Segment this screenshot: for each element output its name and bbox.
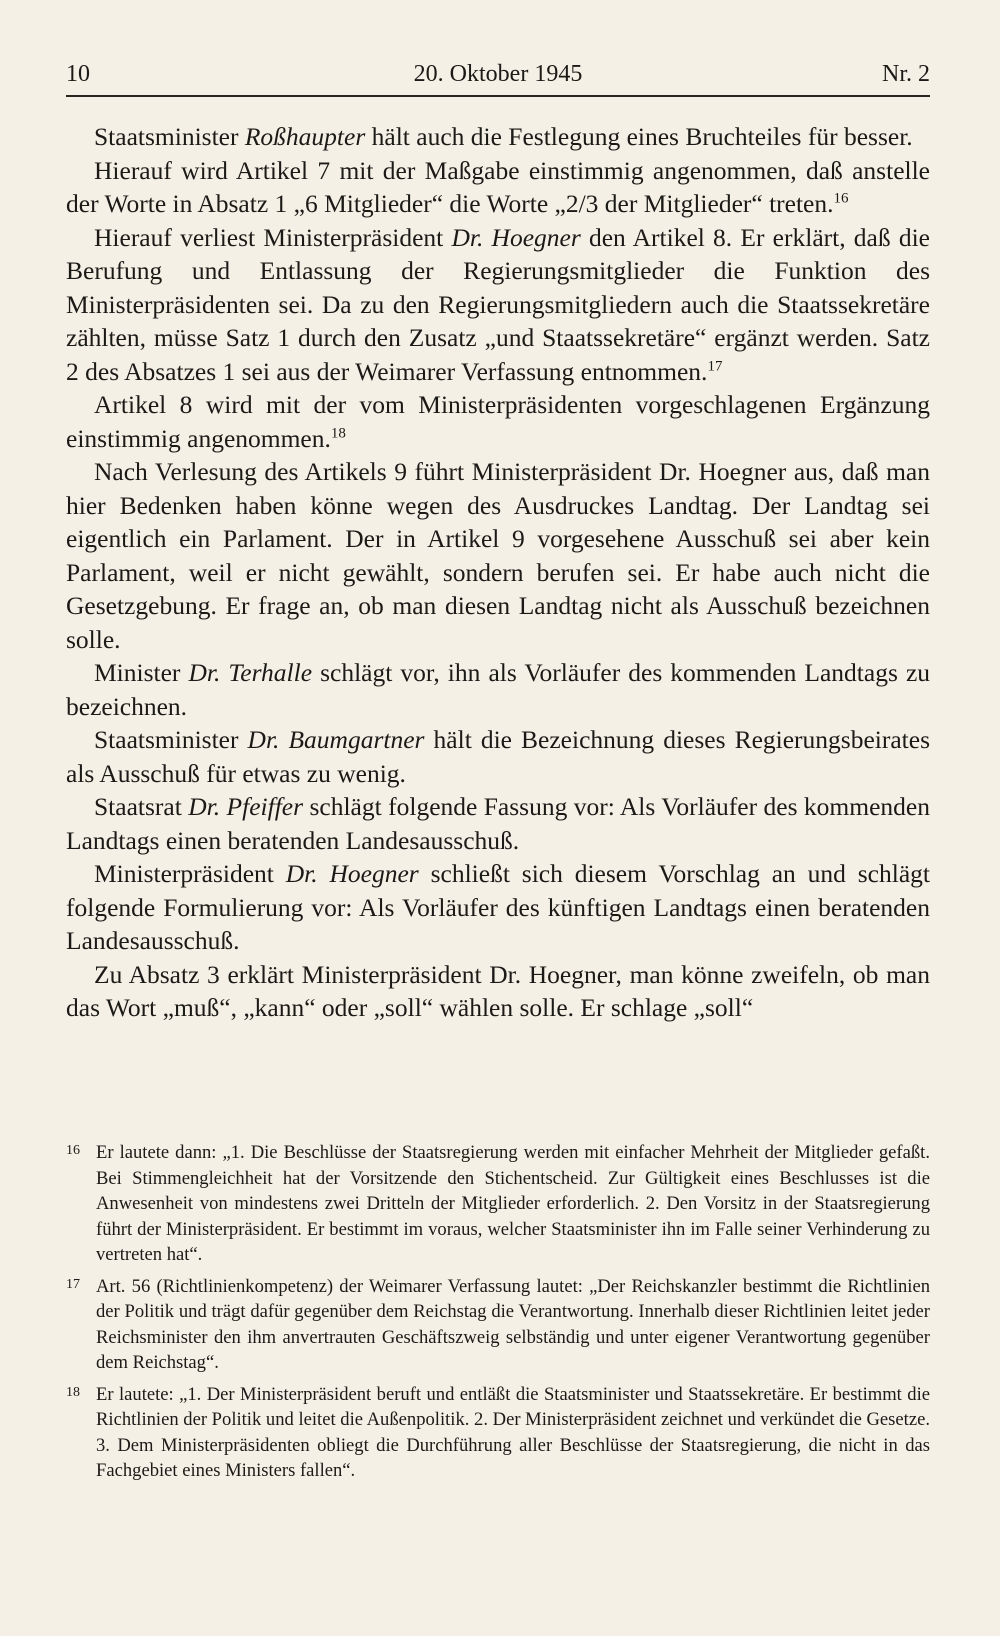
- text-run: Hierauf verliest Ministerpräsident: [94, 222, 452, 252]
- paragraph: [66, 388, 930, 455]
- paragraph: [66, 221, 930, 389]
- footnote-text: Er lautete: „1. Der Ministerpräsident beruft und entläßt die Staatsminister und Staatssekretäre. Er bestimmt die Richtlinien der Politik und leitet die Außenpolitik. 2. Der Ministerpräsident zeichnet und verkündet die Gesetze. 3. Dem Ministerpräsidenten obliegt die Durchführung aller Beschlüsse der Staatsregierung, die nicht in das Fachgebiet eines Ministers fallen“.: [96, 1383, 930, 1481]
- footnote: [66, 1274, 930, 1376]
- footnote-ref: 17: [707, 358, 723, 374]
- footnote-ref: 16: [833, 190, 849, 207]
- person-name: Dr. Baumgartner: [247, 725, 425, 754]
- person-name: Dr. Hoegner: [285, 859, 419, 888]
- page-number: 10: [66, 61, 90, 87]
- footnote: [66, 1382, 930, 1484]
- text-run: Hierauf wird Artikel 7 mit der Maßgabe einstimmig angenommen, daß anstelle der Worte in Absatz 1 „6 Mitglieder“ die Worte „2/3 der Mitglieder“ treten.: [66, 155, 930, 218]
- person-name: Dr. Hoegner: [451, 222, 581, 252]
- footnote-text: Art. 56 (Richtlinienkompetenz) der Weimarer Verfassung lautet: „Der Reichskanzler bestimmt die Richtlinien der Politik und trägt dafür gegenüber dem Reichstag die Verantwortung. Innerhalb dieser Richtlinien leitet jeder Reichsminister den ihm anvertrauten Geschäftszweig selbständig und unter eigener Verantwortung gegenüber dem Reichstag“.: [96, 1275, 930, 1373]
- text-run: Ministerpräsident: [94, 859, 286, 888]
- paragraph: [66, 723, 930, 790]
- text-run: schließt sich diesem Vorschlag an und schlägt folgende Formulierung vor: Als Vorläufer des künftigen Landtags einen beratenden Landesausschuß.: [66, 859, 930, 955]
- issue-number: Nr. 2: [882, 61, 930, 87]
- text-run: Artikel 8 wird mit der vom Ministerpräsidenten vorgeschlagenen Ergänzung einstimmig angenommen.: [66, 390, 930, 453]
- text-run: hält die Bezeichnung dieses Regierungsbeirates als Ausschuß für etwas zu wenig.: [66, 725, 930, 788]
- footnotes: [66, 1140, 930, 1490]
- paragraph: [66, 857, 930, 958]
- footnote-text: Er lautete dann: „1. Die Beschlüsse der Staatsregierung werden mit einfacher Mehrheit der Mitglieder gefaßt. Bei Stimmengleichheit hat der Vorsitzende den Stichentscheid. Zur Gültigkeit eines Beschlusses ist die Anwesenheit von mindestens zwei Dritteln der Mitglieder erforderlich. 2. Den Vorsitz in der Staatsregierung führt der Ministerpräsident. Er bestimmt im voraus, welcher Staatsminister ihn im Falle seiner Verhinderung zu vertreten hat“.: [96, 1142, 930, 1265]
- text-run: schlägt folgende Fassung vor: Als Vorläufer des kommenden Landtags einen beratenden Landesausschuß.: [66, 792, 930, 855]
- paragraph: [66, 790, 930, 857]
- paragraph: [66, 120, 930, 154]
- text-run: schlägt vor, ihn als Vorläufer des kommenden Landtags zu bezeichnen.: [66, 658, 931, 721]
- running-header: [66, 55, 930, 97]
- person-name: Roßhaupter: [244, 122, 366, 151]
- text-run: hält auch die Festlegung eines Bruchteiles für besser.: [365, 122, 913, 151]
- person-name: Dr. Terhalle: [188, 658, 313, 687]
- footnote-number: 18: [66, 1384, 80, 1400]
- paragraph: [66, 455, 930, 656]
- paragraph: [66, 656, 930, 723]
- footnote-ref: 18: [330, 425, 346, 441]
- footnote-number: 17: [66, 1276, 80, 1292]
- footnote: [66, 1140, 930, 1268]
- text-run: Staatsrat: [94, 792, 189, 821]
- text-run: den Artikel 8. Er erklärt, daß die Berufung und Entlassung der Regierungsmitglieder die Funktion des Ministerpräsidenten sei. Da zu den Regierungsmitgliedern auch die Staatssekretäre zählten, müsse Satz 1 durch den Zusatz „und Staatssekretäre“ ergänzt werden. Satz 2 des Absatzes 1 sei aus der Weimarer Verfassung entnommen.: [66, 222, 930, 386]
- person-name: Dr. Pfeiffer: [188, 792, 304, 821]
- text-run: Zu Absatz 3 erklärt Ministerpräsident Dr. Hoegner, man könne zweifeln, ob man das Wort „muß“, „kann“ oder „soll“ wählen solle. Er schlage „soll“: [66, 959, 930, 1022]
- footnote-number: 16: [66, 1143, 80, 1158]
- header-date: 20. Oktober 1945: [413, 61, 583, 87]
- paragraph: [66, 958, 930, 1025]
- text-run: Staatsminister: [94, 122, 245, 151]
- text-run: Nach Verlesung des Artikels 9 führt Ministerpräsident Dr. Hoegner aus, daß man hier Bedenken haben könne wegen des Ausdruckes Landtag. Der Landtag sei eigentlich ein Parlament. Der in Artikel 9 vorgesehene Ausschuß sei aber kein Parlament, weil er nicht gewählt, sondern berufen sei. Er habe auch nicht die Gesetzgebung. Er frage an, ob man diesen Landtag nicht als Ausschuß bezeichnen solle.: [66, 457, 930, 654]
- text-run: Staatsminister: [94, 725, 248, 754]
- body-text: [66, 120, 930, 1025]
- text-run: Minister: [94, 658, 189, 687]
- paragraph: [66, 154, 930, 221]
